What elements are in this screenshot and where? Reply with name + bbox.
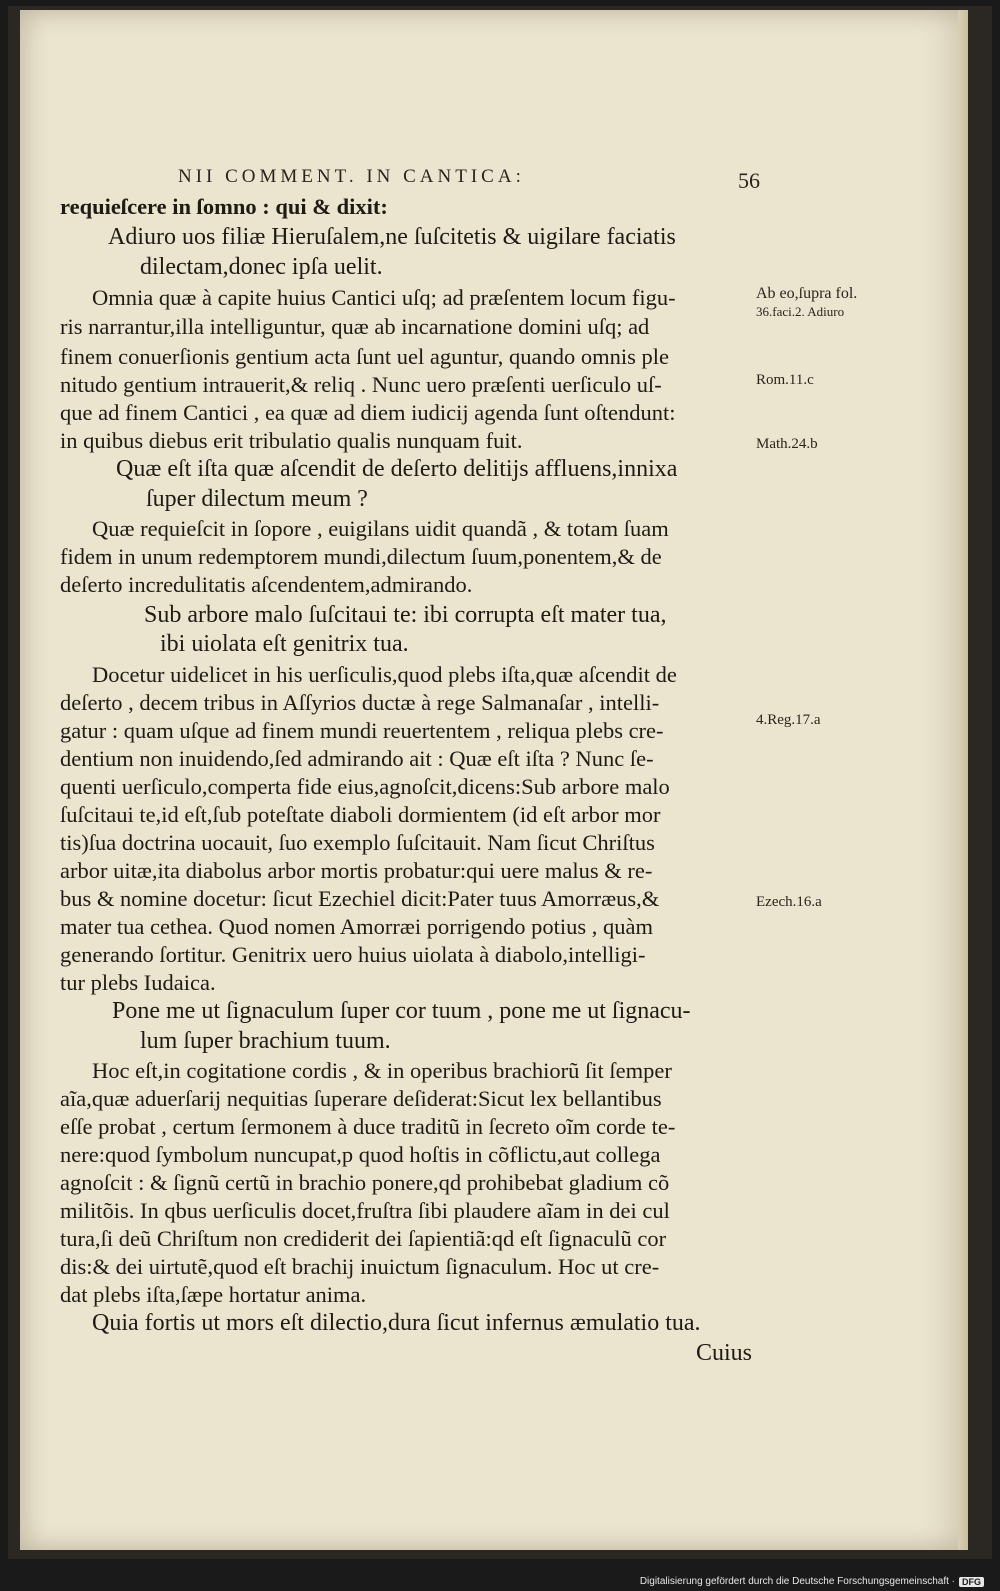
text-line: Quæ eſt iſta quæ aſcendit de deſerto delitijs affluens,innixa <box>116 456 678 482</box>
text-line: Docetur uidelicet in his uerſiculis,quod plebs iſta,quæ aſcendit de <box>92 662 677 687</box>
text-line: lum ſuper brachium tuum. <box>140 1028 391 1054</box>
footer-credit <box>640 1576 984 1587</box>
folio-number: 56 <box>738 168 760 193</box>
text-line: ſuper dilectum meum ? <box>146 486 368 512</box>
scan-background <box>8 6 992 1559</box>
text-line: Adiuro uos filiæ Hieruſalem,ne ſuſcitetis & uigilare faciatis <box>108 224 676 250</box>
text-line: dat plebs iſta,ſæpe hortatur anima. <box>60 1282 367 1307</box>
marginal-note: Ab eo,ſupra fol. <box>756 285 858 302</box>
catchword: Cuius <box>696 1340 753 1366</box>
text-line: Quæ requieſcit in ſopore , euigilans uidit quandã , & totam ſuam <box>92 516 669 541</box>
text-line: Sub arbore malo ſuſcitaui te: ibi corrupta eſt mater tua, <box>144 602 667 628</box>
text-line: militõis. In qbus uerſiculis docet,fruſtra ſibi plaudere aĩam in dei cul <box>60 1198 670 1223</box>
text-line: deſerto incredulitatis aſcendentem,admirando. <box>60 572 473 597</box>
marginal-note: Rom.11.c <box>756 372 814 388</box>
book-page <box>20 10 968 1550</box>
text-line: tura,ſi deũ Chriſtum non crediderit dei ſapientiã:qd eſt ſignaculũ cor <box>60 1226 667 1251</box>
text-line: que ad finem Cantici , ea quæ ad diem iudicij agenda ſunt oſtendunt: <box>60 400 676 425</box>
text-line: eſſe probat , certum ſermonem à duce traditũ in ſecreto oĩm corde te- <box>60 1114 676 1139</box>
text-line: ris narrantur,illa intelliguntur, quæ ab incarnatione domini uſq; ad <box>60 314 650 339</box>
marginal-note: 4.Reg.17.a <box>756 712 821 728</box>
text-line: Pone me ut ſignaculum ſuper cor tuum , pone me ut ſignacu- <box>112 998 691 1024</box>
text-line: requieſcere in ſomno : qui & dixit: <box>60 194 388 219</box>
text-line: tis)ſua doctrina uocauit, ſuo exemplo ſuſcitauit. Nam ſicut Chriſtus <box>60 830 655 855</box>
marginal-note: 36.faci.2. Adiuro <box>756 304 845 319</box>
text-line: Omnia quæ à capite huius Cantici uſq; ad præſentem locum figu- <box>92 285 676 310</box>
text-line: nitudo gentium intrauerit,& reliq . Nunc uero præſenti uerſiculo uſ- <box>60 372 662 397</box>
text-line: ſuſcitaui te,id eſt,ſub poteſtate diaboli dormientem (id eſt arbor mor <box>60 802 661 827</box>
text-line: fidem in unum redemptorem mundi,dilectum ſuum,ponentem,& de <box>60 544 662 569</box>
text-line: finem conuerſionis gentium acta ſunt uel aguntur, quando omnis ple <box>60 344 669 369</box>
text-line: gatur : quam uſque ad finem mundi reuertentem , reliqua plebs cre- <box>60 718 664 743</box>
text-line: generando ſortitur. Genitrix uero huius uiolata à diabolo,intelligi- <box>60 942 646 967</box>
text-line: agnoſcit : & ſignũ certũ in brachio ponere,qd prohibebat gladium cõ <box>60 1170 670 1195</box>
text-line: nere:quod ſymbolum nuncupat,p quod hoſtis in cõflictu,aut collega <box>60 1142 661 1167</box>
text-line: in quibus diebus erit tribulatio qualis nunquam fuit. <box>60 428 523 453</box>
text-line: dentium non inuidendo,ſed admirando ait : Quæ eſt iſta ? Nunc ſe- <box>60 746 654 771</box>
text-line: dis:& dei uirtutẽ,quod eſt brachij inuictum ſignaculum. Hoc ut cre- <box>60 1254 660 1279</box>
text-line: aĩa,quæ aduerſarij nequitias ſuperare deſiderat:Sicut lex bellantibus <box>60 1086 662 1111</box>
text-line: bus & nomine docetur: ſicut Ezechiel dicit:Pater tuus Amorræus,& <box>60 886 660 911</box>
text-line: quenti uerſiculo,comperta fide eius,agnoſcit,dicens:Sub arbore malo <box>60 774 670 799</box>
text-line: mater tua cethea. Quod nomen Amorræi porrigendo potius , quàm <box>60 914 653 939</box>
text-line: deſerto , decem tribus in Aſſyrios ductæ à rege Salmanaſar , intelli- <box>60 690 660 715</box>
running-title: NII COMMENT. IN CANTICA: <box>178 166 525 187</box>
dfg-logo-icon: DFG <box>959 1577 984 1587</box>
text-line: dilectam,donec ipſa uelit. <box>140 254 383 280</box>
marginal-note: Math.24.b <box>756 436 818 452</box>
text-line: arbor uitæ,ita diabolus arbor mortis probatur:qui uere malus & re- <box>60 858 653 883</box>
marginal-note: Ezech.16.a <box>756 894 822 910</box>
text-line: ibi uiolata eſt genitrix tua. <box>160 631 409 657</box>
text-line: tur plebs Iudaica. <box>60 970 216 995</box>
page-edge <box>958 10 968 1550</box>
text-line: Quia fortis ut mors eſt dilectio,dura ſicut infernus æmulatio tua. <box>92 1310 701 1336</box>
funding-credit-text: Digitalisierung gefördert durch die Deutsche Forschungsgemeinschaft · <box>639 1576 955 1587</box>
text-line: Hoc eſt,in cogitatione cordis , & in operibus brachiorũ ſit ſemper <box>92 1058 672 1083</box>
